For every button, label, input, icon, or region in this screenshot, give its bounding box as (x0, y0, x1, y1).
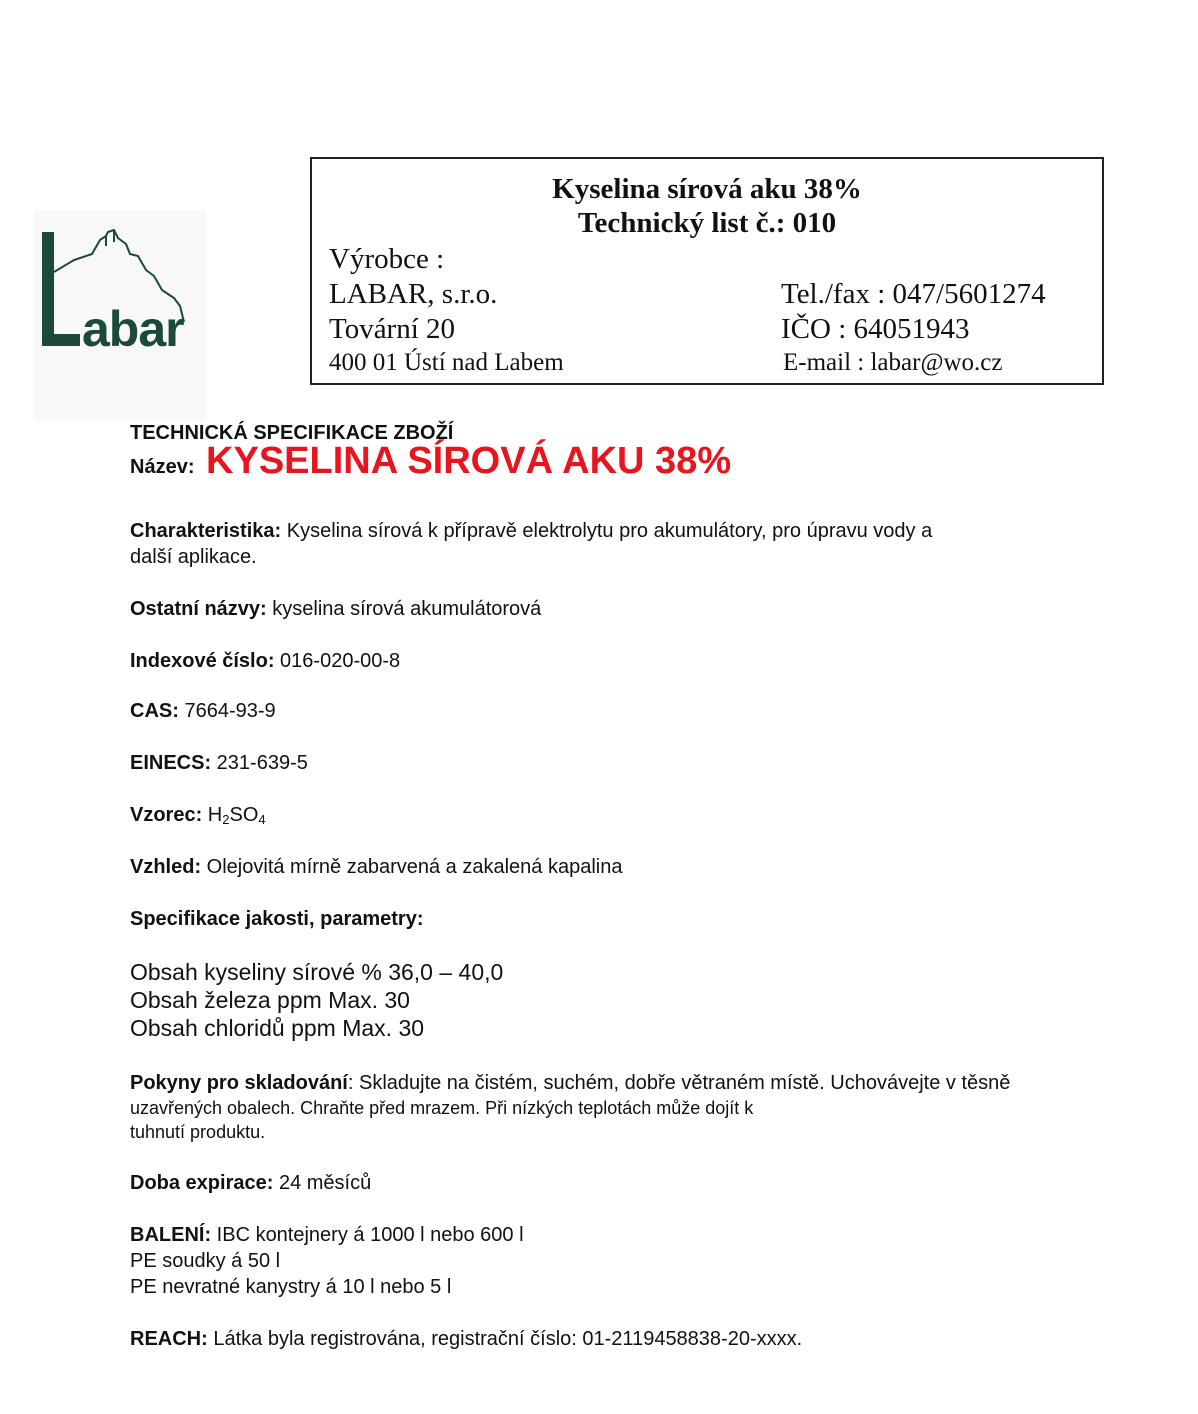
ico-number: IČO : 64051943 (781, 313, 970, 345)
formula-sub-2: 2 (222, 812, 230, 827)
storage-label: Pokyny pro skladování (130, 1072, 348, 1094)
email-address: E-mail : labar@wo.cz (783, 349, 1003, 376)
other-names (130, 596, 541, 622)
params-label: Specifikace jakosti, parametry: (130, 908, 424, 930)
look-value: Olejovitá mírně zabarvená a zakalená kapalina (201, 856, 623, 878)
pack-label: BALENÍ: (130, 1224, 212, 1246)
storage-line1: : Skladujte na čistém, suchém, dobře větraném místě. Uchovávejte v těsně (347, 1072, 1011, 1094)
expiry-label: Doba expirace: (130, 1172, 274, 1194)
formula-so: SO (229, 804, 259, 826)
formula-label: Vzorec: (130, 804, 203, 826)
params-list (130, 958, 503, 1042)
cas-label: CAS: (130, 700, 179, 722)
street-address: Tovární 20 (329, 313, 456, 345)
other-label: Ostatní názvy: (130, 598, 267, 620)
manufacturer-label: Výrobce : (329, 243, 445, 275)
cas-number (130, 698, 276, 724)
header-box (310, 157, 1104, 385)
pack-line1: IBC kontejnery á 1000 l nebo 600 l (211, 1224, 524, 1246)
expiry (130, 1170, 371, 1196)
product-name-row (130, 440, 732, 482)
storage-instructions (130, 1070, 1010, 1144)
company-name: LABAR, s.r.o. (329, 278, 498, 310)
other-value: kyselina sírová akumulátorová (266, 598, 542, 620)
product-title: Kyselina sírová aku 38% (552, 173, 862, 205)
technical-sheet-number: Technický list č.: 010 (577, 207, 837, 239)
product-name: KYSELINA SÍROVÁ AKU 38% (206, 440, 732, 482)
params-heading (130, 906, 423, 932)
formula-h: H (202, 804, 223, 826)
param-item: Obsah kyseliny sírové % 36,0 – 40,0 (130, 959, 504, 985)
index-number (130, 648, 400, 674)
name-label: Název: (130, 456, 195, 478)
char-line2: další aplikace. (130, 546, 257, 568)
einecs-number (130, 750, 308, 776)
characteristics (130, 518, 932, 570)
formula-sub-4: 4 (258, 812, 266, 827)
packaging (130, 1222, 524, 1300)
param-item: Obsah chloridů ppm Max. 30 (130, 1015, 425, 1041)
tel-fax: Tel./fax : 047/5601274 (781, 278, 1046, 310)
reach-value: Látka byla registrována, registrační číslo: 01-2119458838-20-xxxx. (207, 1328, 803, 1350)
einecs-value: 231-639-5 (211, 752, 308, 774)
look-label: Vzhled: (130, 856, 202, 878)
spec-heading: TECHNICKÁ SPECIFIKACE ZBOŽÍ (130, 422, 454, 444)
expiry-value: 24 měsíců (273, 1172, 372, 1194)
char-line1: Kyselina sírová k přípravě elektrolytu pro akumulátory, pro úpravu vody a (281, 520, 933, 542)
index-label: Indexové číslo: (130, 650, 275, 672)
formula (130, 802, 266, 833)
index-value: 016-020-00-8 (274, 650, 401, 672)
pack-line2: PE soudky á 50 l (130, 1250, 281, 1272)
reach (130, 1326, 802, 1352)
pack-line3: PE nevratné kanystry á 10 l nebo 5 l (130, 1276, 452, 1298)
appearance (130, 854, 622, 880)
char-label: Charakteristika: (130, 520, 282, 542)
cas-value: 7664-93-9 (178, 700, 276, 722)
city-address: 400 01 Ústí nad Labem (329, 349, 564, 376)
storage-line2: uzavřených obalech. Chraňte před mrazem. Při nízkých teplotách může dojít k (130, 1098, 754, 1118)
logo-wordmark (82, 300, 184, 358)
reach-label: REACH: (130, 1328, 208, 1350)
einecs-label: EINECS: (130, 752, 212, 774)
company-logo (34, 210, 206, 420)
param-item: Obsah železa ppm Max. 30 (130, 987, 410, 1013)
storage-line3: tuhnutí produktu. (130, 1122, 266, 1142)
logo-text: abar (82, 301, 184, 357)
